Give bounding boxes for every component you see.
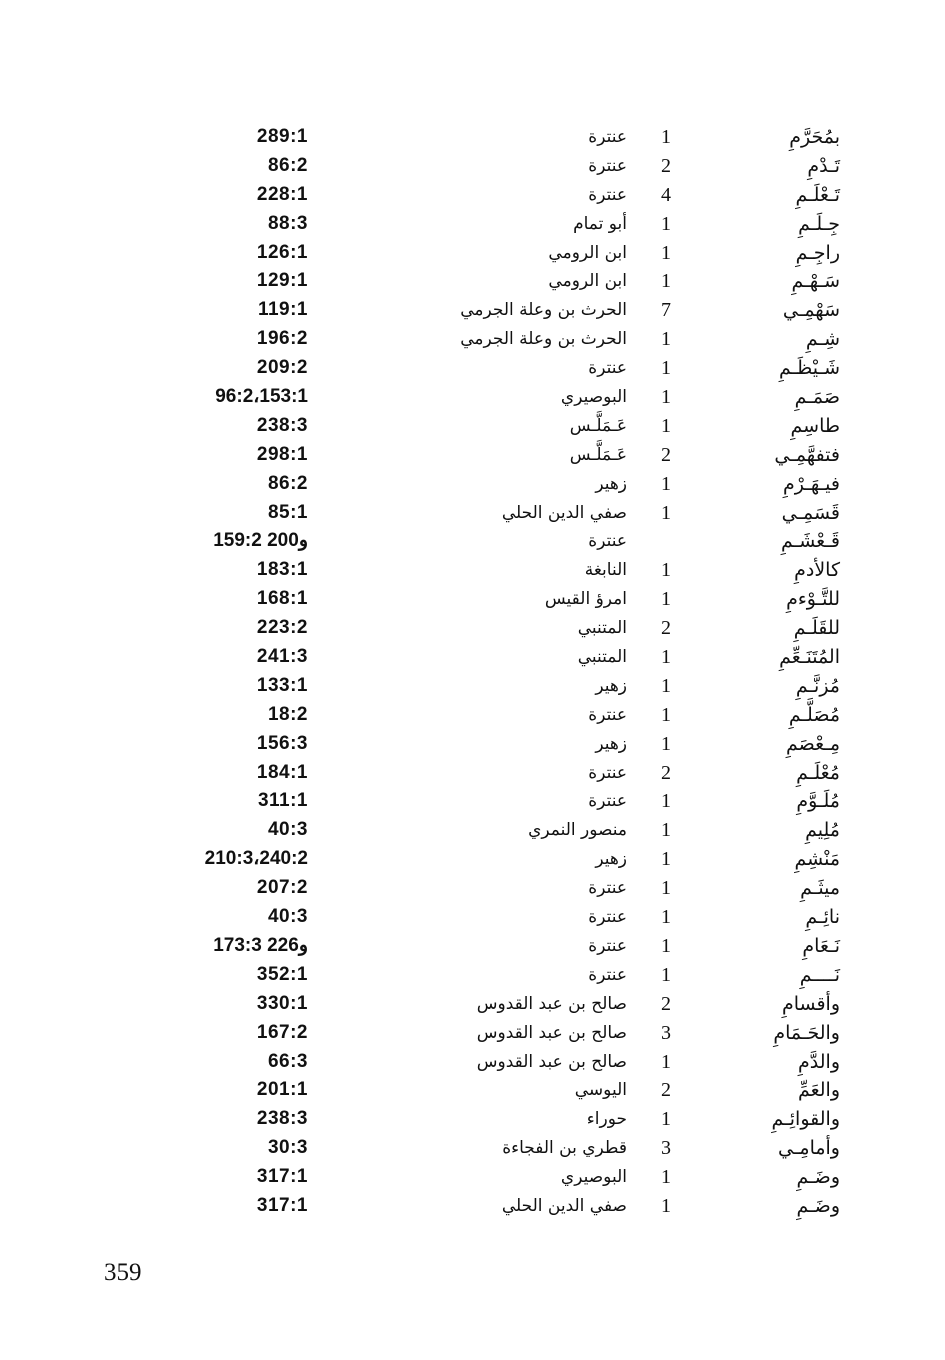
- count-cell: 1: [661, 934, 671, 957]
- rhyme-cell: قَـعْشَـمِ: [781, 530, 840, 553]
- count-cell: 1: [661, 501, 671, 524]
- reference-cell: 173:3 و226: [213, 934, 308, 956]
- count-cell: 1: [661, 414, 671, 437]
- count-cell: 1: [661, 963, 671, 986]
- rhyme-cell: للتَّـوْءمِ: [786, 588, 840, 611]
- table-row: [0, 441, 945, 470]
- reference-cell: 66:3: [267, 1050, 308, 1072]
- reference-cell: 30:3: [267, 1137, 308, 1159]
- reference-cell: 228:1: [256, 183, 308, 205]
- poet-cell: عنترة: [588, 964, 627, 985]
- count-cell: 2: [661, 154, 671, 177]
- reference-cell: 311:1: [257, 790, 308, 812]
- table-row: [0, 210, 945, 239]
- reference-cell: 119:1: [257, 299, 308, 321]
- count-cell: 1: [661, 328, 671, 351]
- reference-cell: 238:3: [256, 1108, 308, 1130]
- rhyme-cell: ميثَـمِ: [800, 877, 840, 900]
- table-row: [0, 267, 945, 296]
- poet-cell: البوصيري: [560, 1167, 627, 1188]
- poet-cell: منصور النمري: [528, 820, 627, 841]
- table-row: [0, 759, 945, 788]
- rhyme-cell: والقوائِـمِ: [771, 1108, 840, 1131]
- poet-cell: عنترة: [588, 762, 627, 783]
- reference-cell: 352:1: [256, 963, 308, 985]
- rhyme-cell: وأقسامِ: [781, 992, 840, 1015]
- rhyme-cell: تَـعْلَـمِ: [795, 183, 840, 206]
- reference-cell: 96:2،153:1: [215, 386, 308, 408]
- reference-cell: 88:3: [267, 212, 308, 234]
- poet-cell: زهير: [595, 473, 627, 494]
- table-row: [0, 412, 945, 441]
- rhyme-cell: شِـمِ: [805, 328, 840, 351]
- table-row: [0, 556, 945, 585]
- poet-cell: زهير: [595, 675, 627, 696]
- count-cell: 1: [661, 472, 671, 495]
- count-cell: 1: [661, 212, 671, 235]
- poet-cell: المتنبي: [577, 618, 627, 639]
- count-cell: 1: [661, 357, 671, 380]
- poet-cell: عنترة: [588, 127, 627, 147]
- table-row: [0, 239, 945, 268]
- count-cell: 1: [661, 241, 671, 264]
- table-row: [0, 296, 945, 325]
- poet-cell: صفي الدين الحلي: [501, 1195, 627, 1216]
- poet-cell: قطري بن الفجاءة: [502, 1138, 627, 1159]
- table-row: [0, 1163, 945, 1192]
- reference-cell: 86:2: [267, 472, 308, 494]
- reference-cell: 210:3،240:2: [204, 848, 308, 870]
- poet-cell: صالح بن عبد القدوس: [476, 993, 627, 1014]
- count-cell: 1: [661, 646, 671, 669]
- table-row: [0, 845, 945, 874]
- table-row: [0, 614, 945, 643]
- rhyme-cell: شَـيْظَـمِ: [778, 357, 840, 380]
- poet-cell: المتنبي: [577, 647, 627, 668]
- table-row: [0, 499, 945, 528]
- rhyme-cell: وضَـمِ: [796, 1194, 840, 1217]
- table-row: [0, 1105, 945, 1134]
- rhyme-cell: فيـهَـرْمِ: [783, 472, 840, 495]
- rhyme-cell: جِـلَـمِ: [798, 212, 840, 235]
- rhyme-cell: بمُحَرَّمِ: [789, 126, 840, 148]
- poet-cell: أبو تمام: [573, 213, 627, 234]
- reference-cell: 168:1: [256, 588, 308, 610]
- count-cell: 1: [661, 559, 671, 582]
- table-row: [0, 961, 945, 990]
- count-cell: 1: [661, 270, 671, 293]
- poet-cell: حوراء: [586, 1109, 627, 1130]
- reference-cell: 85:1: [267, 501, 308, 523]
- count-cell: 1: [661, 906, 671, 929]
- table-row: [0, 470, 945, 499]
- count-cell: 1: [661, 703, 671, 726]
- rhyme-index-table: [0, 123, 945, 1221]
- reference-cell: 18:2: [267, 703, 308, 725]
- reference-cell: 223:2: [256, 617, 308, 639]
- reference-cell: 330:1: [256, 992, 308, 1014]
- reference-cell: 183:1: [256, 559, 308, 581]
- rhyme-cell: كالأدمِ: [794, 559, 840, 582]
- reference-cell: 167:2: [256, 1021, 308, 1043]
- count-cell: 1: [661, 877, 671, 900]
- count-cell: 1: [661, 848, 671, 871]
- poet-cell: صالح بن عبد القدوس: [476, 1022, 627, 1043]
- rhyme-cell: والحَـمَامِ: [773, 1021, 840, 1044]
- rhyme-cell: وأمامِـي: [777, 1137, 840, 1160]
- rhyme-cell: والدَّمِ: [798, 1050, 840, 1073]
- rhyme-cell: مُلِيمِ: [805, 819, 840, 842]
- reference-cell: 184:1: [256, 761, 308, 783]
- rhyme-cell: راجِـمِ: [795, 241, 840, 264]
- count-cell: 1: [661, 1194, 671, 1217]
- poet-cell: ابن الرومي: [548, 271, 627, 292]
- poet-cell: عنترة: [588, 907, 627, 928]
- count-cell: 4: [661, 183, 671, 206]
- count-cell: 3: [661, 1137, 671, 1160]
- rhyme-cell: مُزنَّـمِ: [795, 674, 840, 697]
- poet-cell: عنترة: [588, 704, 627, 725]
- poet-cell: عنترة: [588, 878, 627, 899]
- table-row: [0, 1192, 945, 1221]
- poet-cell: البوصيري: [560, 387, 627, 408]
- table-row: [0, 701, 945, 730]
- poet-cell: عنترة: [588, 358, 627, 379]
- reference-cell: 238:3: [256, 414, 308, 436]
- reference-cell: 40:3: [267, 906, 308, 928]
- table-row: [0, 354, 945, 383]
- table-row: [0, 874, 945, 903]
- count-cell: 2: [661, 443, 671, 466]
- rhyme-cell: مُصَلَّـمِ: [788, 703, 840, 726]
- table-row: [0, 585, 945, 614]
- count-cell: 2: [661, 761, 671, 784]
- table-row: [0, 383, 945, 412]
- poet-cell: عَـمَلَّـس: [569, 444, 627, 465]
- table-row: [0, 1134, 945, 1163]
- count-cell: 1: [661, 732, 671, 755]
- count-cell: 1: [661, 588, 671, 611]
- reference-cell: 196:2: [256, 328, 308, 350]
- table-row: [0, 527, 945, 556]
- table-row: [0, 152, 945, 181]
- page-number: 359: [104, 1259, 142, 1286]
- rhyme-cell: مَنْشِمِ: [794, 848, 840, 871]
- count-cell: 1: [661, 790, 671, 813]
- reference-cell: 209:2: [256, 357, 308, 379]
- reference-cell: 133:1: [256, 674, 308, 696]
- poet-cell: صالح بن عبد القدوس: [476, 1051, 627, 1072]
- table-row: [0, 903, 945, 932]
- reference-cell: 159:2 و200: [213, 530, 308, 552]
- reference-cell: 317:1: [256, 1166, 308, 1188]
- rhyme-cell: فتفهَّمِـي: [774, 443, 840, 466]
- table-row: [0, 990, 945, 1019]
- reference-cell: 317:1: [256, 1194, 308, 1216]
- rhyme-cell: نَــــمِ: [799, 963, 840, 986]
- poet-cell: صفي الدين الحلي: [501, 502, 627, 523]
- rhyme-cell: للقَلَـمِ: [793, 617, 840, 640]
- count-cell: 1: [661, 674, 671, 697]
- rhyme-cell: وضَـمِ: [796, 1166, 840, 1189]
- reference-cell: 40:3: [267, 819, 308, 841]
- rhyme-cell: مُعْلَـمِ: [796, 761, 840, 784]
- rhyme-cell: مُلَـوَّمِ: [796, 790, 840, 813]
- poet-cell: النابغة: [584, 560, 627, 581]
- table-row: [0, 1076, 945, 1105]
- reference-cell: 201:1: [256, 1079, 308, 1101]
- reference-cell: 207:2: [256, 877, 308, 899]
- rhyme-cell: والعَمِّ: [797, 1079, 840, 1102]
- table-row: [0, 787, 945, 816]
- reference-cell: 129:1: [256, 270, 308, 292]
- reference-cell: 126:1: [256, 241, 308, 263]
- count-cell: 2: [661, 1079, 671, 1102]
- rhyme-cell: قَسَمِـي: [781, 501, 840, 524]
- poet-cell: ابن الرومي: [548, 242, 627, 263]
- count-cell: 1: [661, 1166, 671, 1189]
- table-row: [0, 325, 945, 354]
- rhyme-cell: صَمَـمِ: [794, 386, 840, 409]
- table-row: [0, 643, 945, 672]
- poet-cell: عَـمَلَّـس: [569, 415, 627, 436]
- table-row: [0, 123, 945, 152]
- poet-cell: امرؤ القيس: [544, 589, 627, 610]
- count-cell: 1: [661, 1108, 671, 1131]
- rhyme-cell: المُتَنَـعِّمِ: [779, 646, 840, 669]
- poet-cell: اليوسي: [574, 1080, 627, 1101]
- count-cell: 1: [661, 819, 671, 842]
- reference-cell: 298:1: [256, 443, 308, 465]
- poet-cell: زهير: [595, 733, 627, 754]
- count-cell: 2: [661, 992, 671, 1015]
- table-row: [0, 1048, 945, 1077]
- table-row: [0, 672, 945, 701]
- count-cell: 1: [661, 386, 671, 409]
- poet-cell: عنترة: [588, 155, 627, 176]
- count-cell: 1: [661, 1050, 671, 1073]
- rhyme-cell: طاسِمِ: [790, 414, 840, 437]
- rhyme-cell: نَـعَامِ: [802, 934, 840, 957]
- reference-cell: 156:3: [256, 732, 308, 754]
- rhyme-cell: سَهْمِـي: [782, 299, 840, 322]
- table-row: [0, 816, 945, 845]
- reference-cell: 86:2: [267, 154, 308, 176]
- table-row: [0, 932, 945, 961]
- poet-cell: عنترة: [588, 935, 627, 956]
- poet-cell: عنترة: [588, 184, 627, 205]
- rhyme-cell: تَـدْمِ: [807, 154, 840, 177]
- poet-cell: الحرث بن وعلة الجرمي: [460, 329, 627, 350]
- poet-cell: الحرث بن وعلة الجرمي: [460, 300, 627, 321]
- poet-cell: عنترة: [588, 531, 627, 552]
- poet-cell: زهير: [595, 849, 627, 870]
- rhyme-cell: سَـهْـمِ: [791, 270, 840, 293]
- table-row: [0, 181, 945, 210]
- table-row: [0, 730, 945, 759]
- count-cell: 2: [661, 617, 671, 640]
- count-cell: 1: [661, 126, 671, 148]
- table-row: [0, 1019, 945, 1048]
- count-cell: 7: [661, 299, 671, 322]
- reference-cell: 289:1: [256, 126, 308, 147]
- rhyme-cell: نائِـمِ: [805, 906, 840, 929]
- reference-cell: 241:3: [256, 646, 308, 668]
- rhyme-cell: مِـعْصَمِ: [785, 732, 840, 755]
- count-cell: 3: [661, 1021, 671, 1044]
- poet-cell: عنترة: [588, 791, 627, 812]
